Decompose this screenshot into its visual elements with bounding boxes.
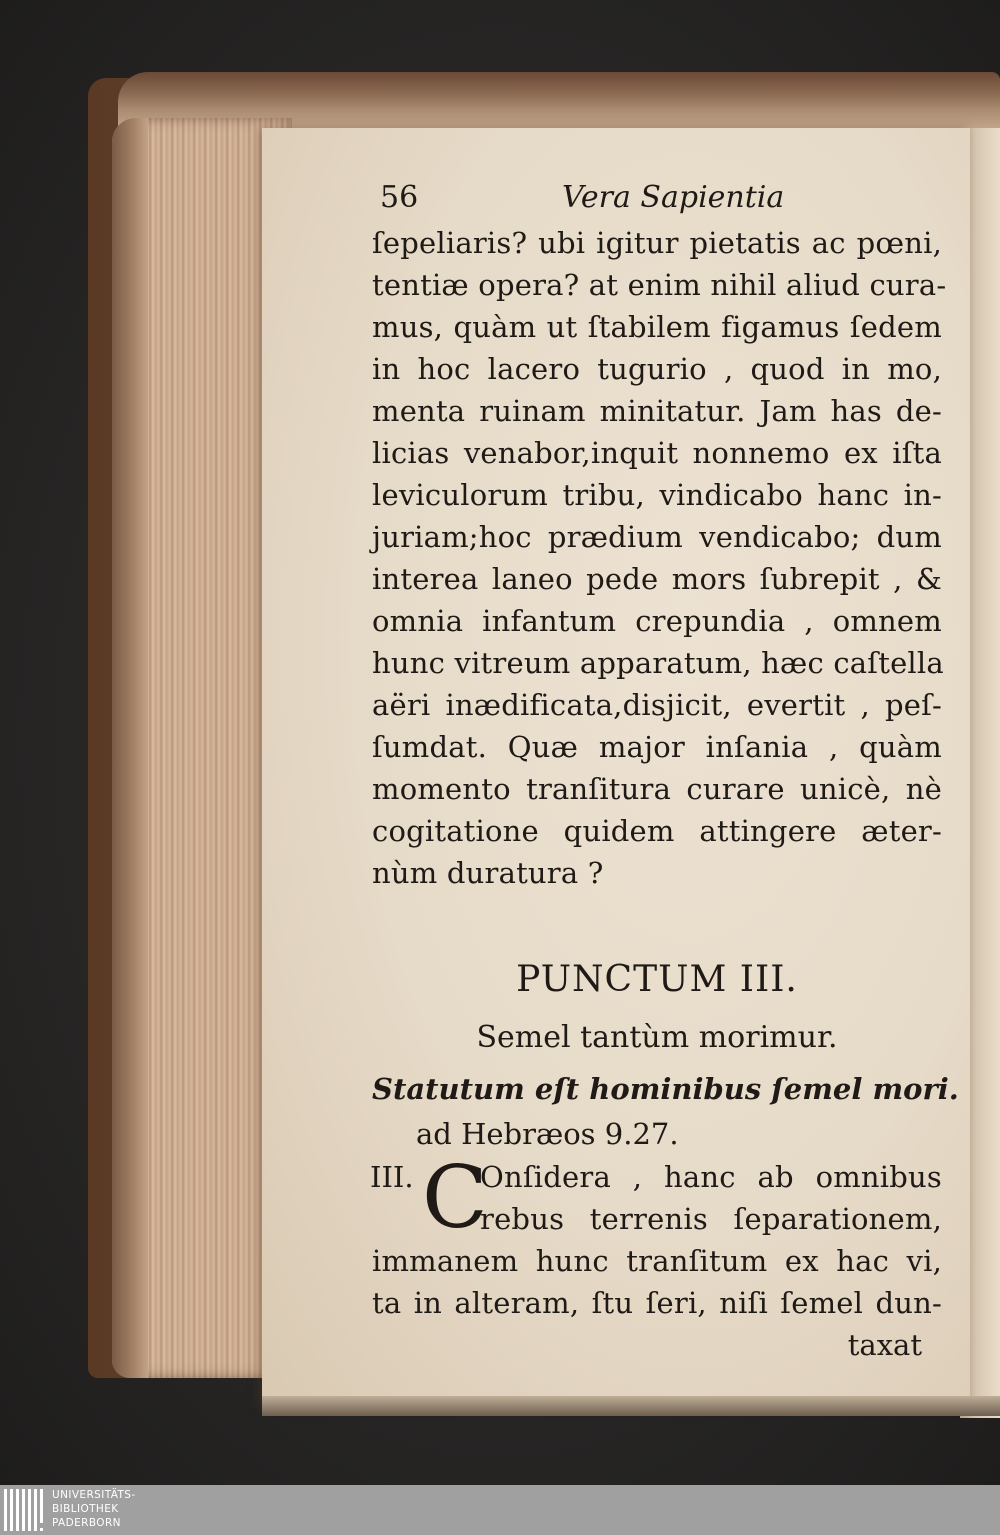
library-name-line: BIBLIOTHEK — [52, 1503, 119, 1515]
library-name-line: PADERBORN — [52, 1517, 121, 1529]
text-line: juriam;hoc prædium vendicabo; dum — [372, 520, 942, 554]
scripture-quote: Statutum eſt hominibus ſemel mori. — [372, 1072, 959, 1106]
text-line: cogitatione quidem attingere æter- — [372, 814, 942, 848]
text-line: leviculorum tribu, vindicabo hanc in- — [372, 478, 942, 512]
numbered-paragraph — [370, 1148, 942, 1324]
text-line: tentiæ opera? at enim nihil aliud cura- — [372, 268, 947, 302]
text-line: rebus terrenis ſeparationem, — [480, 1202, 942, 1236]
library-logo-icon — [4, 1489, 44, 1531]
page-number: 56 — [380, 180, 419, 215]
library-footer — [0, 1485, 1000, 1535]
text-line: interea laneo pede mors ſubrepit , & — [372, 562, 942, 596]
paragraph-number: III. — [370, 1160, 414, 1194]
text-line: hunc vitreum apparatum, hæc caſtella — [372, 646, 944, 680]
text-line: nùm duratura ? — [372, 856, 604, 890]
section-subheading: Semel tantùm morimur. — [476, 1020, 838, 1055]
running-title: Vera Sapientia — [562, 180, 785, 215]
library-name — [52, 1488, 136, 1530]
page-bottom-shadow — [262, 1396, 1000, 1416]
text-line: omnia infantum crepundia , omnem — [372, 604, 942, 638]
library-name-line: UNIVERSITÄTS- — [52, 1489, 136, 1501]
text-line: licias venabor,inquit nonnemo ex iſta — [372, 436, 942, 470]
text-line: in hoc lacero tugurio , quod in mo, — [372, 352, 942, 386]
text-line: ſumdat. Quæ major inſania , quàm — [372, 730, 942, 764]
text-line: aëri inædificata,disjicit, evertit , peſ- — [372, 688, 942, 722]
text-line: menta ruinam minitatur. Jam has de- — [372, 394, 942, 428]
text-line: ſepeliaris? ubi igitur pietatis ac pœni, — [372, 226, 942, 260]
catchword: taxat — [847, 1328, 922, 1362]
text-line: immanem hunc tranſitum ex hac vi, — [372, 1244, 942, 1278]
drop-cap: C — [422, 1148, 488, 1248]
text-line: mus, quàm ut ſtabilem figamus ſedem — [372, 310, 942, 344]
page-text — [370, 180, 959, 1366]
text-line: Onſidera , hanc ab omnibus — [480, 1160, 942, 1194]
page-block-shadow — [112, 118, 148, 1378]
running-head — [372, 180, 942, 222]
text-line: ta in alteram, ſtu ſeri, niſi ſemel dun- — [372, 1286, 942, 1320]
scripture-reference: ad Hebræos 9.27. — [416, 1117, 679, 1151]
section-heading: PUNCTUM III. — [516, 959, 798, 1000]
text-line: momento tranſitura curare unicè, nè — [372, 772, 942, 806]
